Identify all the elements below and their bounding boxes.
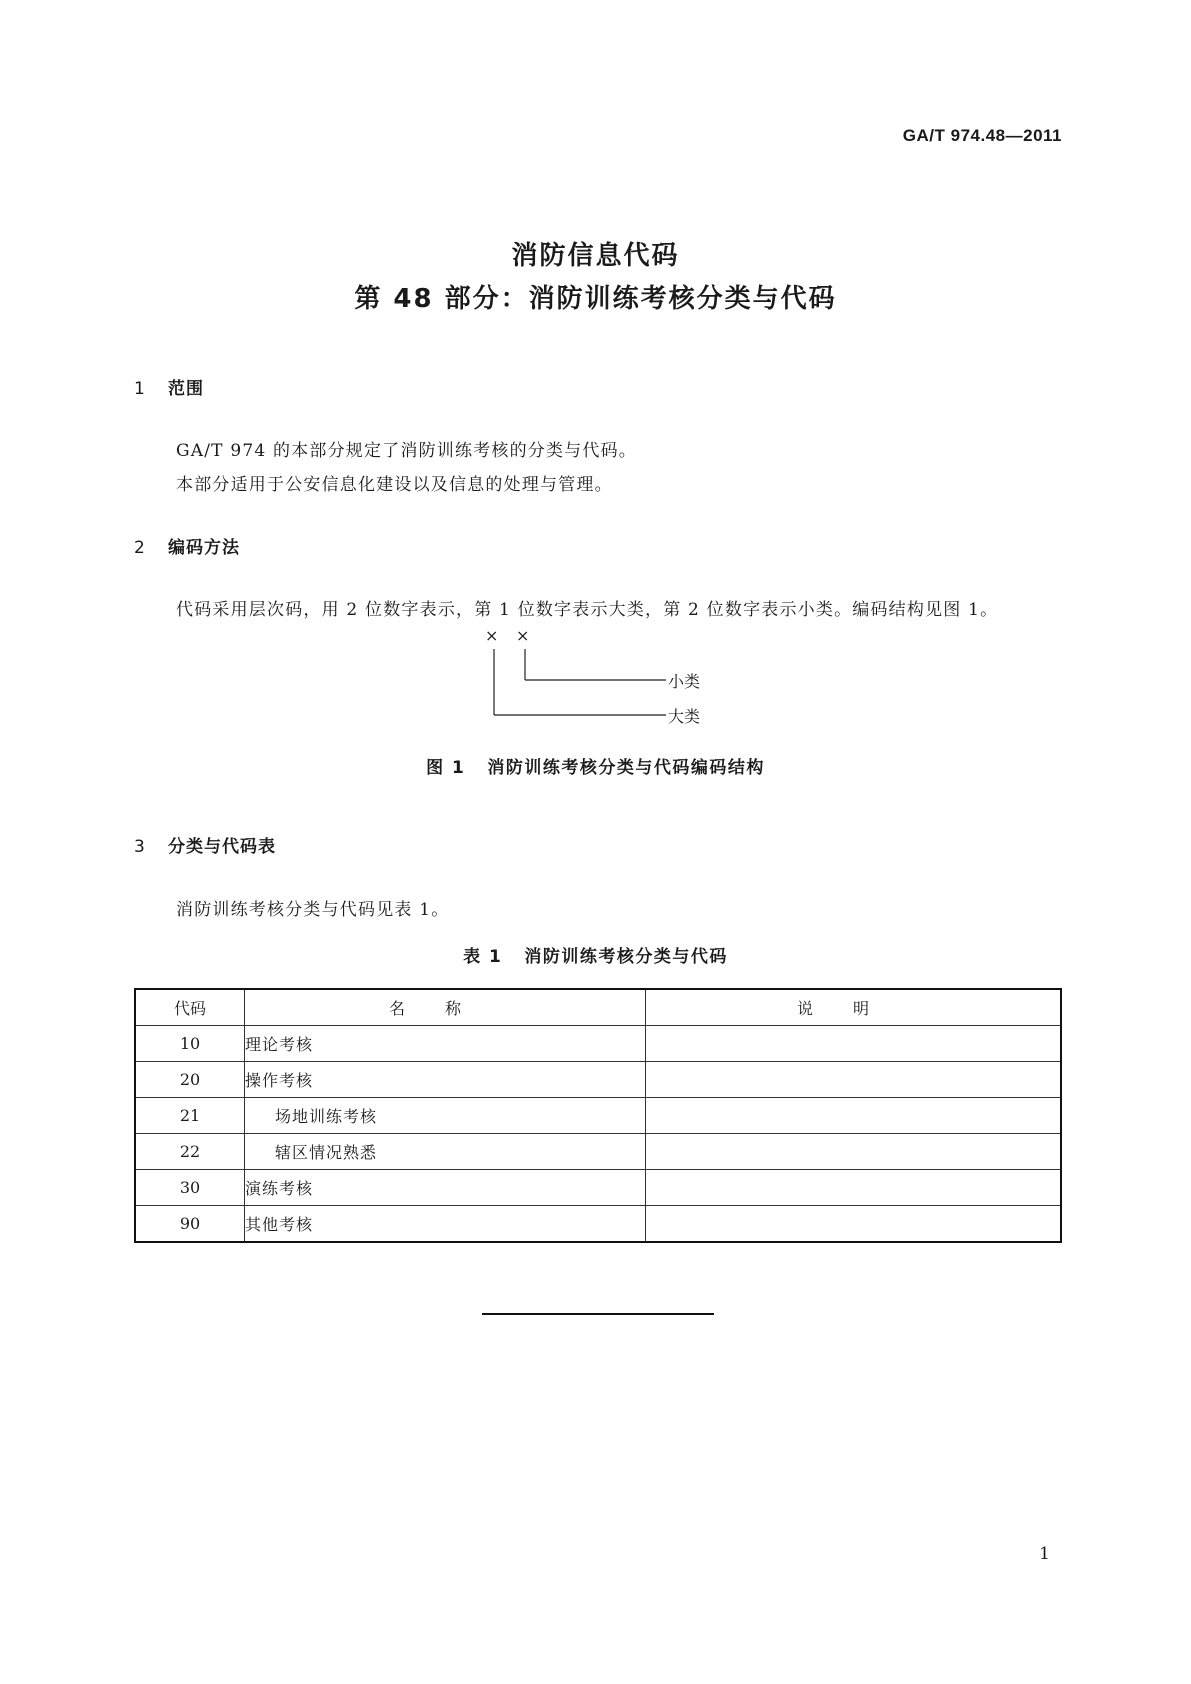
minor-digit-symbol: × <box>516 626 530 645</box>
end-rule <box>482 1313 714 1315</box>
section-title: 分类与代码表 <box>168 837 276 857</box>
description-cell <box>646 1098 1062 1134</box>
section-number: 2 <box>134 538 146 558</box>
figure-1-caption <box>0 753 1191 778</box>
code-cell: 90 <box>135 1206 245 1243</box>
table-row <box>135 1062 1061 1098</box>
section-1-heading <box>134 374 204 399</box>
name-cell: 其他考核 <box>245 1206 646 1243</box>
section-title: 编码方法 <box>168 538 240 558</box>
table-row <box>135 1098 1061 1134</box>
classification-code-table <box>134 988 1062 1243</box>
code-cell: 20 <box>135 1062 245 1098</box>
section-title: 范围 <box>168 379 204 399</box>
name-cell: 演练考核 <box>245 1170 646 1206</box>
name-cell: 理论考核 <box>245 1026 646 1062</box>
code-cell: 30 <box>135 1170 245 1206</box>
major-category-label: 大类 <box>668 707 701 726</box>
code-cell: 21 <box>135 1098 245 1134</box>
standard-number: GA/T 974.48—2011 <box>902 126 1062 145</box>
section-3-heading <box>134 832 276 857</box>
table-row <box>135 1026 1061 1062</box>
table-caption-text: 消防训练考核分类与代码 <box>524 947 728 967</box>
section-1-paragraph-2: 本部分适用于公安信息化建设以及信息的处理与管理。 <box>176 475 613 495</box>
section-3-paragraph: 消防训练考核分类与代码见表 1。 <box>176 900 450 920</box>
name-cell: 操作考核 <box>245 1062 646 1098</box>
section-number: 3 <box>134 837 146 857</box>
description-cell <box>646 1026 1062 1062</box>
header-name: 名称 <box>245 989 646 1026</box>
section-2-paragraph: 代码采用层次码，用 2 位数字表示，第 1 位数字表示大类，第 2 位数字表示小类。编码结构见图 1。 <box>176 600 999 620</box>
header-description: 说明 <box>646 989 1062 1026</box>
figure-number: 图 1 <box>426 758 466 778</box>
table-number: 表 1 <box>463 947 503 967</box>
table-header-row <box>135 989 1061 1026</box>
table-row <box>135 1206 1061 1243</box>
name-cell: 场地训练考核 <box>245 1098 646 1134</box>
figure-caption-text: 消防训练考核分类与代码编码结构 <box>487 758 765 778</box>
description-cell <box>646 1134 1062 1170</box>
code-cell: 22 <box>135 1134 245 1170</box>
code-cell: 10 <box>135 1026 245 1062</box>
table-1-caption <box>0 942 1191 967</box>
document-title: 消防信息代码 <box>511 241 680 271</box>
description-cell <box>646 1062 1062 1098</box>
page-number: 1 <box>1039 1544 1050 1564</box>
name-cell: 辖区情况熟悉 <box>245 1134 646 1170</box>
section-number: 1 <box>134 379 146 399</box>
table-row <box>135 1170 1061 1206</box>
section-1-paragraph-1: GA/T 974 的本部分规定了消防训练考核的分类与代码。 <box>176 441 637 461</box>
header-code: 代码 <box>135 989 245 1026</box>
major-digit-symbol: × <box>485 626 499 645</box>
table-row <box>135 1134 1061 1170</box>
minor-category-label: 小类 <box>668 672 701 691</box>
description-cell <box>646 1170 1062 1206</box>
description-cell <box>646 1206 1062 1243</box>
document-subtitle: 第 48 部分：消防训练考核分类与代码 <box>354 284 837 314</box>
section-2-heading <box>134 533 240 558</box>
